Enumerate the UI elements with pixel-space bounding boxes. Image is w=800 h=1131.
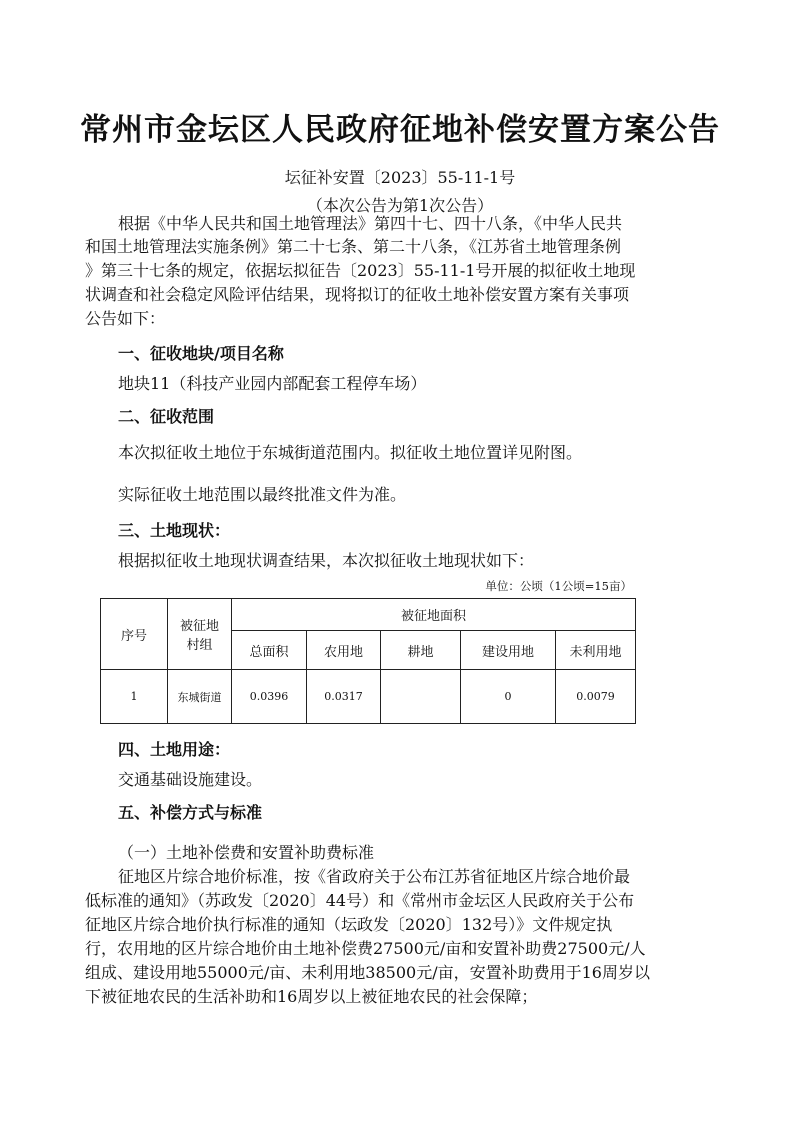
section-1-text: 地块11（科技产业园内部配套工程停车场）: [118, 374, 427, 393]
section-2-text-2: 实际征收土地范围以最终批准文件为准。: [118, 485, 407, 504]
table-unit-note: 单位：公顷（1公顷=15亩）: [485, 579, 632, 593]
cell-total-area: 0.0396: [232, 670, 307, 724]
cell-seq: 1: [101, 670, 168, 724]
section-2-text-1: 本次拟征收土地位于东城街道范围内。拟征收土地位置详见附图。: [118, 443, 583, 462]
notice-count: （本次公告为第1次公告）: [306, 196, 494, 215]
header-seq: 序号: [101, 599, 168, 670]
section-5-line-5: 组成、建设用地55000元/亩、未利用地38500元/亩，安置补助费用于16周岁以: [85, 963, 650, 982]
section-4-text: 交通基础设施建设。: [118, 770, 263, 789]
cell-village: 东城街道: [168, 670, 232, 724]
header-area-group: 被征地面积: [232, 599, 636, 631]
section-3-text: 根据拟征收土地现状调查结果，本次拟征收土地现状如下：: [118, 551, 535, 570]
section-5-line-4: 行，农用地的区片综合地价由土地补偿费27500元/亩和安置补助费27500元/人: [85, 939, 646, 958]
header-village-line-2: 村组: [186, 638, 213, 653]
section-5-subheading: （一）土地补偿费和安置补助费标准: [118, 843, 375, 862]
cell-agricultural-land: 0.0317: [307, 670, 381, 724]
header-unused-land: 未利用地: [556, 631, 636, 670]
header-cultivated-land: 耕地: [381, 631, 461, 670]
land-status-table: [100, 598, 636, 724]
intro-line-3: 》第三十七条的规定，依据坛拟征告〔2023〕55-11-1号开展的拟征收土地现: [85, 261, 636, 280]
section-1-heading: 一、征收地块/项目名称: [118, 344, 284, 363]
cell-unused-land: 0.0079: [556, 670, 636, 724]
page-title: 常州市金坛区人民政府征地补偿安置方案公告: [80, 112, 720, 148]
section-2-heading: 二、征收范围: [118, 407, 215, 426]
header-village: [168, 599, 232, 670]
cell-construction-land: 0: [461, 670, 556, 724]
intro-line-1: 根据《中华人民共和国土地管理法》第四十七、四十八条，《中华人民共: [118, 214, 623, 233]
cell-cultivated-land: [381, 670, 461, 724]
header-village-line-1: 被征地: [179, 619, 219, 634]
section-4-heading: 四、土地用途：: [118, 740, 231, 759]
section-5-heading: 五、补偿方式与标准: [118, 803, 263, 822]
intro-line-5: 公告如下：: [85, 309, 166, 328]
table-row: [101, 670, 636, 724]
section-5-line-1: 征地区片综合地价标准，按《省政府关于公布江苏省征地区片综合地价最: [118, 867, 631, 886]
section-5-line-2: 低标准的通知》（苏政发〔2020〕44号）和《常州市金坛区人民政府关于公布: [85, 891, 635, 910]
intro-line-2: 和国土地管理法实施条例》第二十七条、第二十八条，《江苏省土地管理条例: [85, 237, 622, 256]
section-5-line-6: 下被征地农民的生活补助和16周岁以上被征地农民的社会保障；: [85, 987, 538, 1006]
header-construction-land: 建设用地: [461, 631, 556, 670]
intro-line-4: 状调查和社会稳定风险评估结果，现将拟订的征收土地补偿安置方案有关事项: [85, 285, 630, 304]
document-number: 坛征补安置〔2023〕55-11-1号: [284, 168, 516, 187]
header-total-area: 总面积: [232, 631, 307, 670]
section-3-heading: 三、土地现状：: [118, 521, 231, 540]
section-5-line-3: 征地区片综合地价执行标准的通知（坛政发〔2020〕132号）》文件规定执: [85, 915, 613, 934]
header-agricultural-land: 农用地: [307, 631, 381, 670]
